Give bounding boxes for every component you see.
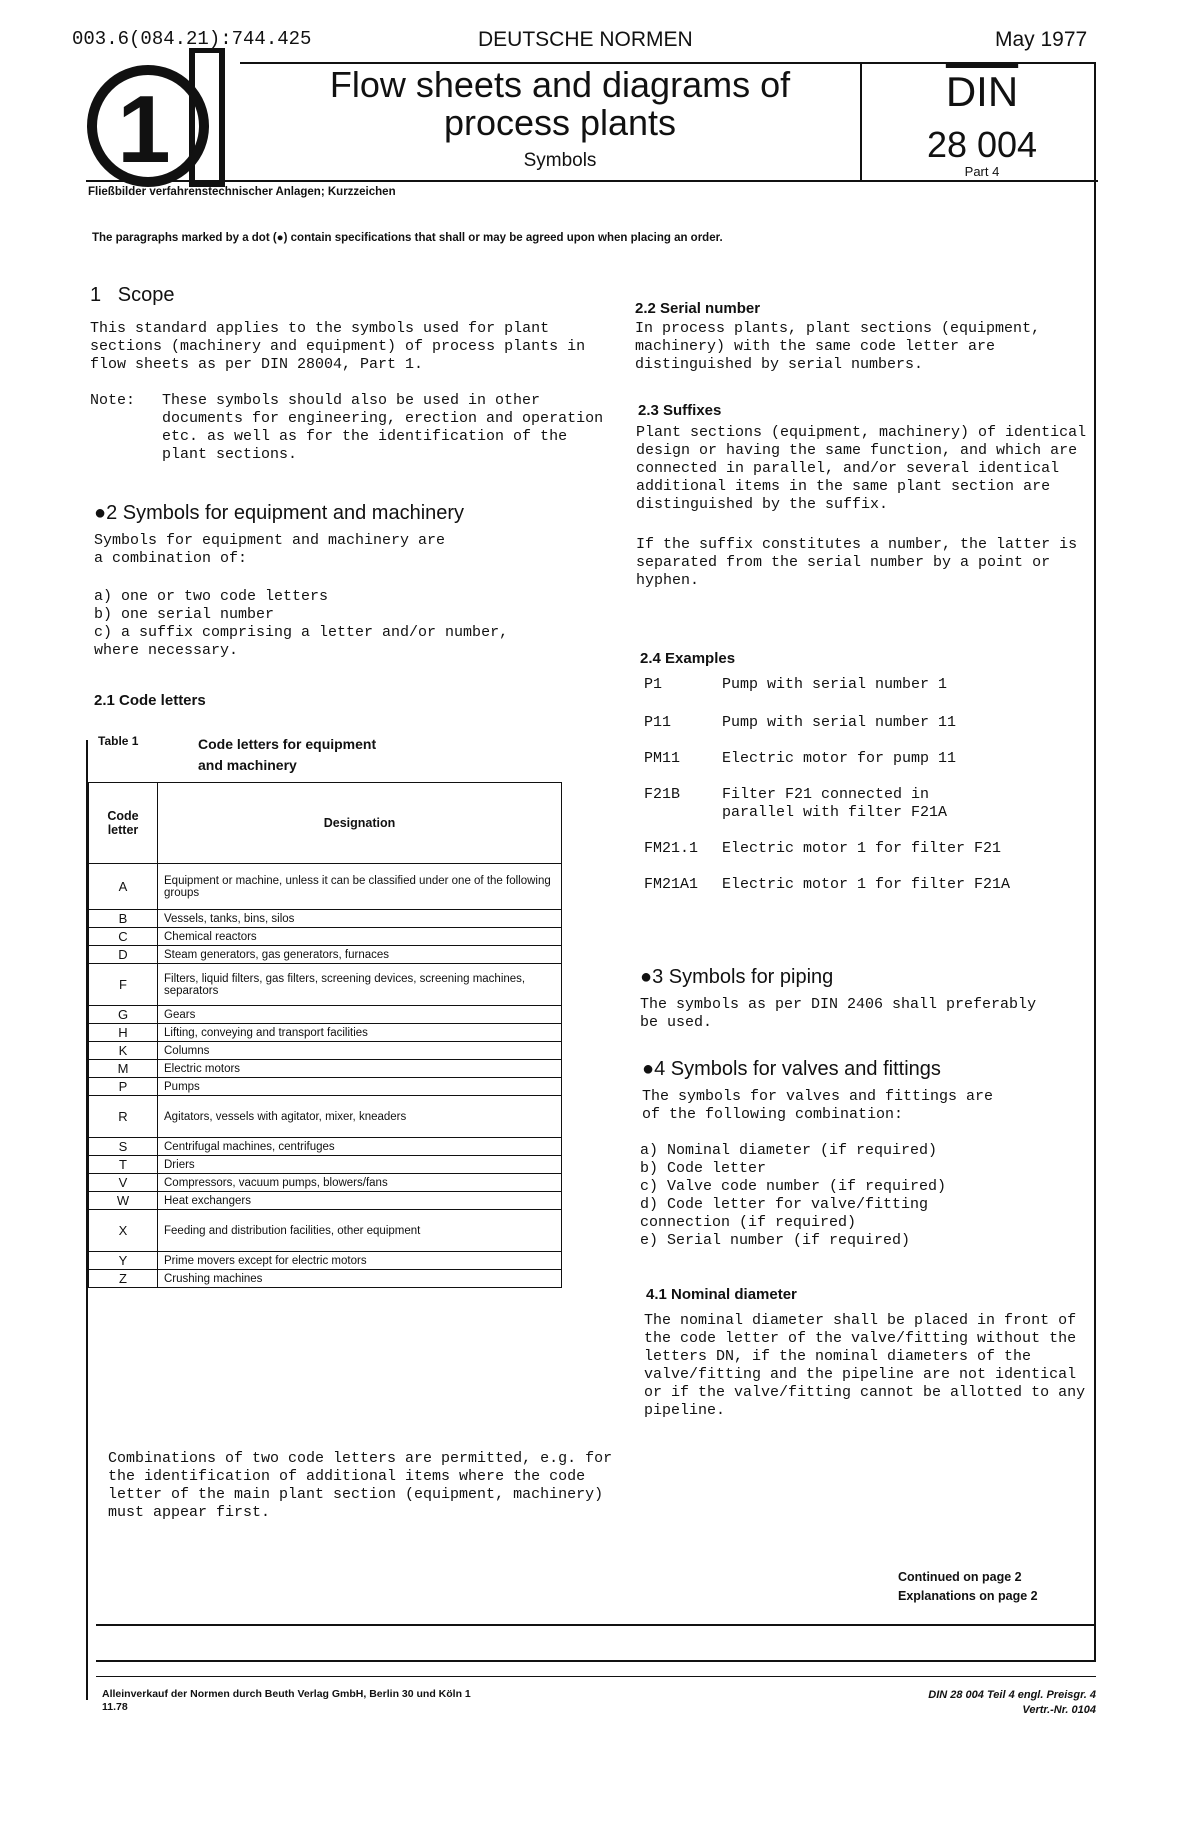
equipment-symbols-heading: ●2 Symbols for equipment and machinery: [94, 502, 465, 524]
din-number: 28 004: [926, 124, 1038, 165]
scope-note-label: Note:: [90, 392, 136, 409]
examples-heading: 2.4 Examples: [640, 650, 736, 667]
piping-heading: ●3 Symbols for piping: [640, 966, 834, 988]
scope-text: This standard applies to the symbols used for plant sections (machinery and equipment) of process plants in flow sheets as per DIN 28004, Part 1.: [90, 320, 586, 373]
serial-number-text: In process plants, plant sections (equipment, machinery) with the same code letter are distinguished by serial numbers.: [635, 320, 1041, 373]
example-desc: Pump with serial number 11: [722, 714, 957, 731]
table-row: C Chemical reactors: [89, 928, 562, 946]
example-code: P11: [644, 714, 672, 731]
valves-text: The symbols for valves and fittings are of the following combination:: [642, 1088, 994, 1123]
continued-note: Continued on page 2 Explanations on page 2: [898, 1570, 1038, 1603]
german-title: Fließbilder verfahrenstechnischer Anlagen; Kurzzeichen: [88, 186, 396, 198]
table-row: A Equipment or machine, unless it can be classified under one of the following groups: [89, 864, 562, 910]
piping-text: The symbols as per DIN 2406 shall preferably be used.: [640, 996, 1037, 1031]
table-row: M Electric motors: [89, 1060, 562, 1078]
publisher: DEUTSCHE NORMEN: [478, 28, 693, 51]
example-desc: Pump with serial number 1: [722, 676, 948, 693]
valves-heading: ●4 Symbols for valves and fittings: [642, 1058, 941, 1080]
intro-note: The paragraphs marked by a dot (●) contain specifications that shall or may be agreed upon when placing an order.: [92, 232, 723, 244]
table-row: X Feeding and distribution facilities, other equipment: [89, 1210, 562, 1252]
table-row: Y Prime movers except for electric motors: [89, 1252, 562, 1270]
equipment-symbols-list: a) one or two code letters b) one serial number c) a suffix comprising a letter and/or number, where necessary.: [94, 588, 509, 659]
example-code: P1: [644, 676, 663, 693]
example-code: PM11: [644, 750, 681, 767]
code-letters-table: [88, 782, 562, 1288]
example-desc: Electric motor 1 for filter F21A: [722, 876, 1011, 893]
scope-heading: 1 Scope: [90, 284, 175, 306]
table-row: B Vessels, tanks, bins, silos: [89, 910, 562, 928]
footer-left: Alleinverkauf der Normen durch Beuth Verlag GmbH, Berlin 30 und Köln 1 11.78: [102, 1688, 471, 1713]
combinations-text: Combinations of two code letters are permitted, e.g. for the identification of additional items where the code letter of the main plant section (equipment, machinery) must appear first.: [108, 1450, 613, 1521]
din-logo-icon: [86, 48, 226, 190]
example-desc: Electric motor 1 for filter F21: [722, 840, 1002, 857]
suffixes-text: Plant sections (equipment, machinery) of identical design or having the same function, and which are connected in parallel, and/or several identical additional items in the same plant section are distinguished by the suffix.: [636, 424, 1087, 513]
classification-number: 003.6(084.21):744.425: [72, 28, 312, 50]
table-row: T Driers: [89, 1156, 562, 1174]
table-row: P Pumps: [89, 1078, 562, 1096]
example-desc: Electric motor for pump 11: [722, 750, 957, 767]
din-label: $\overline{DIN}$: [945, 68, 1019, 115]
table-row: W Heat exchangers: [89, 1192, 562, 1210]
code-letters-heading: 2.1 Code letters: [94, 692, 206, 709]
table-row: S Centrifugal machines, centrifuges: [89, 1138, 562, 1156]
footer-right: DIN 28 004 Teil 4 engl. Preisgr. 4 Vertr.-Nr. 0104: [928, 1689, 1096, 1716]
suffixes-text-2: If the suffix constitutes a number, the latter is separated from the serial number by a point or hyphen.: [636, 536, 1078, 589]
example-code: F21B: [644, 786, 681, 803]
nominal-diameter-heading: 4.1 Nominal diameter: [646, 1286, 797, 1303]
issue-date: May 1977: [995, 28, 1088, 51]
serial-number-heading: 2.2 Serial number: [635, 300, 761, 317]
table-header-row: [89, 783, 562, 864]
equipment-symbols-text: Symbols for equipment and machinery are a combination of:: [94, 532, 446, 567]
logo-mark: 1: [117, 76, 171, 183]
valves-list: a) Nominal diameter (if required) b) Code letter c) Valve code number (if required) d) Code letter for valve/fitting connection (if required) e) Serial number (if required): [640, 1142, 947, 1249]
table-row: K Columns: [89, 1042, 562, 1060]
table-row: Z Crushing machines: [89, 1270, 562, 1288]
table-row: V Compressors, vacuum pumps, blowers/fans: [89, 1174, 562, 1192]
scope-note-text: These symbols should also be used in other documents for engineering, erection and operation etc. as well as for the identification of the plant sections.: [162, 392, 604, 463]
nominal-diameter-text: The nominal diameter shall be placed in front of the code letter of the valve/fitting without the letters DN, if the nominal diameters of the valve/fitting and the pipeline are not identical or if the valve/fitting cannot be allotted to any pipeline.: [644, 1312, 1086, 1419]
column-header-code: Code letter: [89, 783, 158, 864]
document-title: Flow sheets and diagrams of process plants: [329, 64, 791, 143]
table-label: Table 1: [98, 734, 139, 748]
table-row: D Steam generators, gas generators, furnaces: [89, 946, 562, 964]
document-subtitle: Symbols: [523, 150, 597, 171]
suffixes-heading: 2.3 Suffixes: [638, 402, 722, 419]
din-part: Part 4: [964, 164, 1000, 179]
table-row: H Lifting, conveying and transport facilities: [89, 1024, 562, 1042]
example-code: FM21.1: [644, 840, 699, 857]
table-row: F Filters, liquid filters, gas filters, screening devices, screening machines, separators: [89, 964, 562, 1006]
example-desc: Filter F21 connected in parallel with filter F21A: [722, 786, 948, 821]
column-header-designation: Designation: [158, 783, 562, 864]
table-row: G Gears: [89, 1006, 562, 1024]
table-row: R Agitators, vessels with agitator, mixer, kneaders: [89, 1096, 562, 1138]
example-code: FM21A1: [644, 876, 699, 893]
table-caption: Code letters for equipment and machinery: [198, 736, 377, 773]
